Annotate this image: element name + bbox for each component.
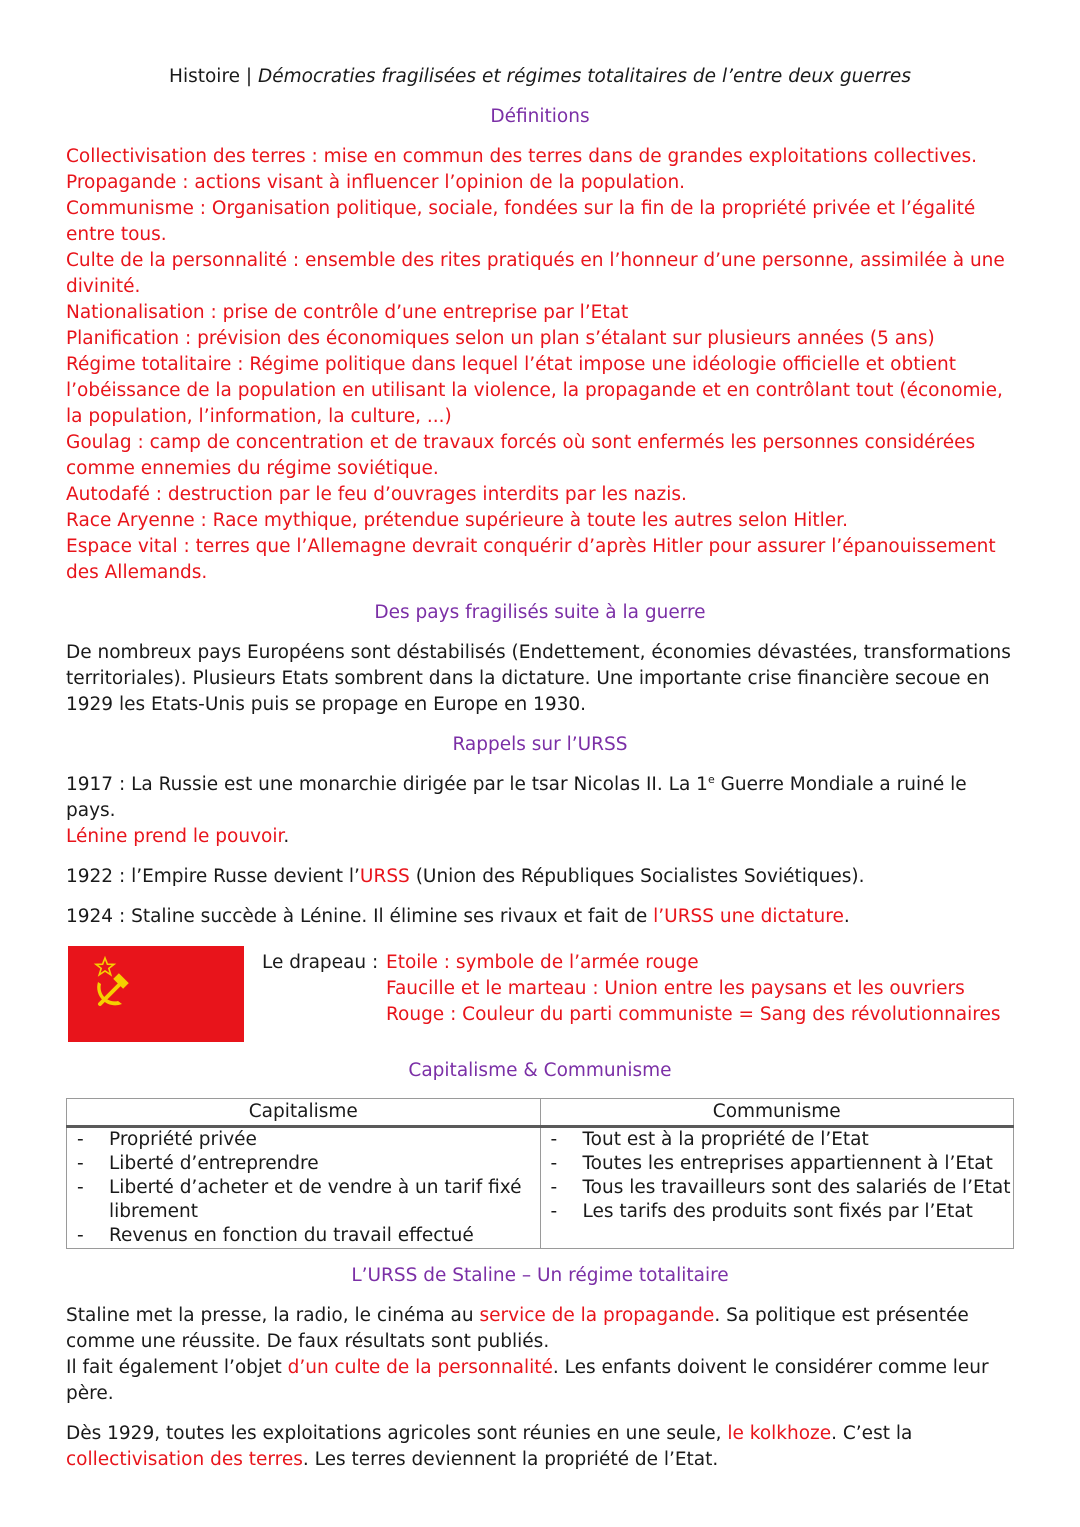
- urss-1917-paragraph: 1917 : La Russie est une monarchie dirigée par le tsar Nicolas II. La 1e Guerre Mondiale a ruiné le pays. Lénine prend le pouvoir.: [66, 772, 967, 847]
- definition-item: Autodafé : destruction par le feu d’ouvrages interdits par les nazis.: [66, 484, 687, 505]
- definition-item: Espace vital : terres que l’Allemagne devrait conquérir d’après Hitler pour assurer l’épanouissement des Allemands.: [66, 536, 996, 583]
- capitalisme-cell: [67, 1127, 541, 1249]
- table-row: [67, 1127, 1014, 1249]
- definition-item: Goulag : camp de concentration et de travaux forcés où sont enfermés les personnes considérées comme ennemies du régime soviétique.: [66, 432, 976, 479]
- definition-item: Collectivisation des terres : mise en commun des terres dans de grandes exploitations collectives.: [66, 146, 978, 167]
- list-item: - Liberté d’entreprendre: [67, 1152, 540, 1176]
- dictature-highlight: l’URSS une dictature: [653, 906, 844, 927]
- list-item: - Toutes les entreprises appartiennent à l’Etat: [541, 1152, 1014, 1176]
- definition-item: Culte de la personnalité : ensemble des rites pratiqués en l’honneur d’une personne, assimilée à une divinité.: [66, 250, 1005, 297]
- staline-paragraph-kolkhoze: Dès 1929, toutes les exploitations agricoles sont réunies en une seule, le kolkhoze. C’est la collectivisation des terres. Les terres deviennent la propriété de l’Etat.: [66, 1423, 913, 1470]
- flag-legend-hammer-sickle: Faucille et le marteau : Union entre les paysans et les ouvriers: [386, 978, 965, 999]
- document-page: [66, 64, 1014, 1473]
- flag-section: [66, 944, 1014, 1044]
- urss-heading: Rappels sur l’URSS: [452, 734, 628, 755]
- propagande-highlight: service de la propagande: [479, 1305, 715, 1326]
- communisme-cell: [540, 1127, 1014, 1249]
- list-item: - Propriété privée: [67, 1128, 540, 1152]
- definition-item: Régime totalitaire : Régime politique dans lequel l’état impose une idéologie officielle et obtient l’obéissance de la population en utilisant la violence, la propagande et en contrôlant tout (économie, la population, l’information, la culture, ...): [66, 354, 1003, 427]
- title-subject: Histoire |: [169, 66, 259, 87]
- flag-label: Le drapeau :: [262, 952, 379, 973]
- flag-legend-red: Rouge : Couleur du parti communiste = Sang des révolutionnaires: [386, 1004, 1001, 1025]
- definitions-list: [66, 144, 1014, 586]
- list-item: - Tous les travailleurs sont des salariés de l’Etat: [541, 1176, 1014, 1200]
- flag-legend: [386, 950, 1001, 1028]
- staline-paragraph-propagande: Staline met la presse, la radio, le cinéma au service de la propagande. Sa politique est présentée comme une réussite. De faux résultats sont publiés. Il fait également l’objet d’un culte de la personnalité. Les enfants doivent le considérer comme leur père.: [66, 1305, 989, 1404]
- fragilises-paragraph: De nombreux pays Européens sont déstabilisés (Endettement, économies dévastées, transformations territoriales). Plusieurs Etats sombrent dans la dictature. Une importante crise financière secoue en 1929 les Etats-Unis puis se propage en Europe en 1930.: [66, 642, 1011, 715]
- kolkhoze-highlight: le kolkhoze: [727, 1423, 832, 1444]
- definition-item: Propagande : actions visant à influencer l’opinion de la population.: [66, 172, 686, 193]
- urss-1924-paragraph: 1924 : Staline succède à Lénine. Il élimine ses rivaux et fait de l’URSS une dictature.: [66, 906, 850, 927]
- definition-item: Planification : prévision des économiques selon un plan s’étalant sur plusieurs années (5 ans): [66, 328, 935, 349]
- culte-highlight: d’un culte de la personnalité: [287, 1357, 553, 1378]
- column-header-communisme: Communisme: [540, 1099, 1014, 1127]
- staline-heading: L’URSS de Staline – Un régime totalitaire: [351, 1265, 729, 1286]
- document-title: [66, 64, 1014, 90]
- comparison-table: [66, 1098, 1014, 1249]
- urss-1922-paragraph: 1922 : l’Empire Russe devient l’URSS (Union des Républiques Socialistes Soviétiques).: [66, 866, 865, 887]
- hammer-sickle-star-icon: [86, 954, 146, 1014]
- collectivisation-highlight: collectivisation des terres: [66, 1449, 303, 1470]
- comparison-heading: Capitalisme & Communisme: [408, 1060, 672, 1081]
- list-item: - Liberté d’acheter et de vendre à un tarif fixé librement: [67, 1176, 540, 1224]
- soviet-flag-image: [68, 946, 244, 1042]
- definition-item: Race Aryenne : Race mythique, prétendue supérieure à toute les autres selon Hitler.: [66, 510, 848, 531]
- lenine-highlight: Lénine prend le pouvoir: [66, 826, 284, 847]
- list-item: - Les tarifs des produits sont fixés par l’Etat: [541, 1200, 1014, 1224]
- urss-highlight: URSS: [359, 866, 410, 887]
- list-item: - Revenus en fonction du travail effectué: [67, 1224, 540, 1248]
- definition-item: Communisme : Organisation politique, sociale, fondées sur la fin de la propriété privée et l’égalité entre tous.: [66, 198, 976, 245]
- title-topic: Démocraties fragilisées et régimes totalitaires de l’entre deux guerres: [258, 66, 911, 87]
- definition-item: Nationalisation : prise de contrôle d’une entreprise par l’Etat: [66, 302, 629, 323]
- flag-legend-star: Etoile : symbole de l’armée rouge: [386, 952, 699, 973]
- definitions-heading: Définitions: [490, 106, 590, 127]
- list-item: - Tout est à la propriété de l’Etat: [541, 1128, 1014, 1152]
- fragilises-heading: Des pays fragilisés suite à la guerre: [374, 602, 706, 623]
- column-header-capitalisme: Capitalisme: [67, 1099, 541, 1127]
